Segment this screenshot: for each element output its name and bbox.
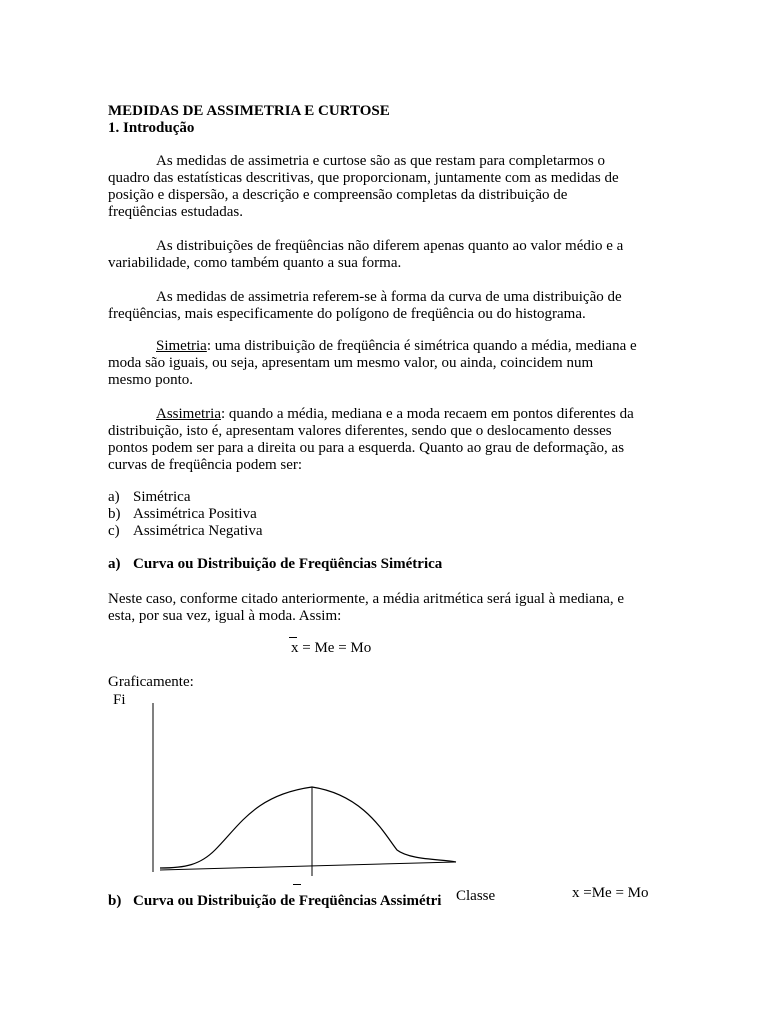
list-marker: a) [108,489,120,505]
subsection-a-marker: a) [108,556,121,572]
asymmetry-def-line-4: curvas de freqüência podem ser: [108,457,303,473]
section-heading: 1. Introdução [108,120,195,136]
list-item-label: Simétrica [133,489,191,505]
asymmetry-term: Assimetria [156,406,221,422]
distribution-line-1: As distribuições de freqüências não diferem apenas quanto ao valor médio e a [156,238,624,254]
symmetry-line-2: moda são iguais, ou seja, apresentam um mesmo valor, ou ainda, coincidem num [108,355,594,371]
chart-xlabel: Classe [456,888,496,904]
symmetric-line-2: esta, por sua vez, igual à moda. Assim: [108,608,342,624]
document-title: MEDIDAS DE ASSIMETRIA E CURTOSE [108,103,390,119]
intro-line-3: posição e dispersão, a descrição e compreensão completas da distribuição de [108,187,568,203]
formula: x = Me = Mo [291,640,372,656]
mean-overbar-b [293,884,301,885]
list-item-label: Assimétrica Negativa [133,523,263,539]
symmetry-line-1-rest: : uma distribuição de freqüência é simétrica quando a média, mediana e [206,338,637,354]
asymmetry-def-line-1-rest: : quando a média, mediana e a moda recaem em pontos diferentes da [221,406,634,422]
baseline [160,862,456,870]
intro-line-4: freqüências estudadas. [108,204,243,220]
asymmetry-line-1: As medidas de assimetria referem-se à forma da curva de uma distribuição de [156,289,622,305]
list-item-label: Assimétrica Positiva [133,506,257,522]
asymmetry-def-line-3: pontos podem ser para a direita ou para a esquerda. Quanto ao grau de deformação, as [108,440,625,456]
chart-annotation: x =Me = Mo [572,885,649,901]
subsection-b-marker: b) [108,893,122,909]
intro-line-1: As medidas de assimetria e curtose são as que restam para completarmos o [156,153,606,169]
symmetric-line-1: Neste caso, conforme citado anteriormente, a média aritmética será igual à mediana, e [108,591,625,607]
list-marker: b) [108,506,121,522]
asymmetry-def-line-2: distribuição, isto é, apresentam valores diferentes, sendo que o deslocamento desses [108,423,612,439]
asymmetry-line-2: freqüências, mais especificamente do polígono de freqüência ou do histograma. [108,306,586,322]
frequency-curve [160,787,456,868]
symmetry-line-3: mesmo ponto. [108,372,193,388]
intro-line-2: quadro das estatísticas descritivas, que proporcionam, juntamente com as medidas de [108,170,619,186]
subsection-a-title: Curva ou Distribuição de Freqüências Simétrica [133,556,443,572]
subsection-b-title: Curva ou Distribuição de Freqüências Assimétri [133,893,442,909]
distribution-line-2: variabilidade, como também quanto a sua forma. [108,255,402,271]
list-marker: c) [108,523,120,539]
symmetry-term: Simetria [156,338,207,354]
graph-label: Graficamente: [108,674,194,690]
chart-ylabel: Fi [113,692,126,708]
